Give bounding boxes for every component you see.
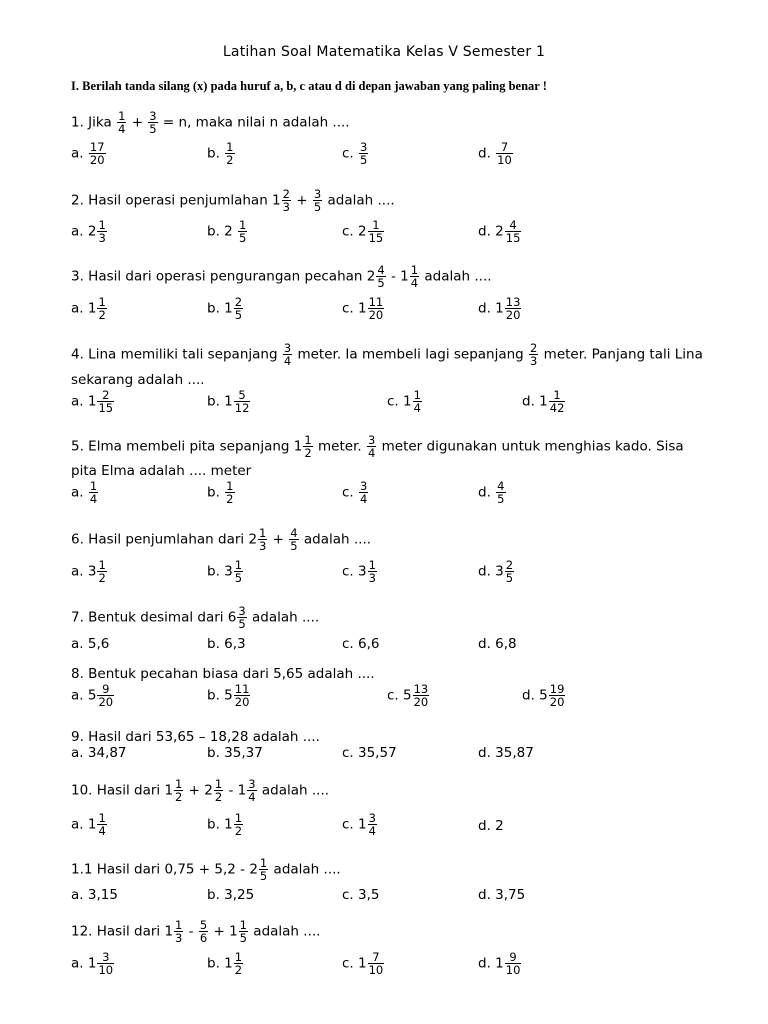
instruction: I. Berilah tanda silang (x) pada huruf a, b, c atau d di depan jawaban yang paling benar ! bbox=[71, 79, 547, 93]
question-9: 9. Hasil dari 53,65 – 18,28 adalah .... bbox=[71, 729, 320, 745]
question-8: 8. Bentuk pecahan biasa dari 5,65 adalah .... bbox=[71, 666, 375, 682]
option-c: c. 35,57 bbox=[342, 745, 397, 761]
option-c: c. 1 $\frac{3}{4}$ bbox=[342, 811, 376, 838]
option-d: d. 5 $\frac{19}{20}$ bbox=[522, 682, 565, 709]
option-c: c. $\frac{3}{4}$ bbox=[342, 479, 368, 506]
option-c: c. 3,5 bbox=[342, 887, 380, 903]
option-d: d. 1 $\frac{9}{10}$ bbox=[478, 950, 521, 977]
option-d: d. $\frac{4}{5}$ bbox=[478, 479, 505, 506]
question-12: 12. Hasil dari 1 $\frac{1}{3}$ - $\frac{5}{6}$ + 1 $\frac{1}{5}$ adalah .... bbox=[71, 918, 321, 945]
option-a: a. 5 $\frac{9}{20}$ bbox=[71, 682, 114, 709]
option-a: a. $\frac{17}{20}$ bbox=[71, 140, 105, 167]
option-a: a. $\frac{1}{4}$ bbox=[71, 479, 98, 506]
question-3: 3. Hasil dari operasi pengurangan pecahan 2 $\frac{4}{5}$ - 1 $\frac{1}{4}$ adalah .... bbox=[71, 263, 492, 290]
option-a: a. 2 $\frac{1}{3}$ bbox=[71, 218, 106, 245]
option-d: d. 6,8 bbox=[478, 636, 517, 652]
option-d: d. 3 $\frac{2}{5}$ bbox=[478, 558, 514, 585]
option-a: a. 1 $\frac{3}{10}$ bbox=[71, 950, 114, 977]
option-b: b. 1 $\frac{1}{2}$ bbox=[207, 811, 243, 838]
question-6: 6. Hasil penjumlahan dari 2 $\frac{1}{3}$ + $\frac{4}{5}$ adalah .... bbox=[71, 526, 372, 553]
fraction: $\frac{3}{5}$ bbox=[149, 109, 157, 136]
option-b: b. 6,3 bbox=[207, 636, 246, 652]
option-b: b. 3,25 bbox=[207, 887, 255, 903]
option-d: d. 35,87 bbox=[478, 745, 534, 761]
question-2: 2. Hasil operasi penjumlahan 1 $\frac{2}{3}$ + $\frac{3}{5}$ adalah .... bbox=[71, 187, 395, 214]
question-5-line2: pita Elma adalah .... meter bbox=[71, 463, 252, 479]
option-c: c. 5 $\frac{13}{20}$ bbox=[387, 682, 429, 709]
question-11: 1.1 Hasil dari 0,75 + 5,2 - 2 $\frac{1}{5}$ adalah .... bbox=[71, 856, 341, 883]
question-10: 10. Hasil dari 1 $\frac{1}{2}$ + 2 $\frac{1}{2}$ - 1 $\frac{3}{4}$ adalah .... bbox=[71, 777, 330, 804]
option-d: d. 2 bbox=[478, 818, 504, 834]
question-7: 7. Bentuk desimal dari 6 $\frac{3}{5}$ adalah .... bbox=[71, 604, 320, 631]
option-c: c. 1 $\frac{1}{4}$ bbox=[387, 388, 421, 415]
option-c: c. 1 $\frac{7}{10}$ bbox=[342, 950, 384, 977]
question-5: 5. Elma membeli pita sepanjang 1 $\frac{1}{2}$ meter. $\frac{3}{4}$ meter digunakan untuk menghias kado. Sisa bbox=[71, 433, 684, 460]
option-a: a. 1 $\frac{1}{2}$ bbox=[71, 295, 106, 322]
option-a: a. 3,15 bbox=[71, 887, 118, 903]
option-d: d. 3,75 bbox=[478, 887, 526, 903]
option-b: b. 1 $\frac{2}{5}$ bbox=[207, 295, 243, 322]
question-1: 1. Jika $\frac{1}{4}$ + $\frac{3}{5}$ = n, maka nilai n adalah .... bbox=[71, 109, 350, 136]
option-b: b. 5 $\frac{11}{20}$ bbox=[207, 682, 250, 709]
option-c: c. $\frac{3}{5}$ bbox=[342, 140, 368, 167]
option-b: b. $\frac{1}{2}$ bbox=[207, 479, 234, 506]
option-d: d. 1 $\frac{13}{20}$ bbox=[478, 295, 521, 322]
option-a: a. 1 $\frac{1}{4}$ bbox=[71, 811, 106, 838]
option-b: b. 2 $\frac{1}{5}$ bbox=[207, 218, 247, 245]
option-a: a. 34,87 bbox=[71, 745, 127, 761]
option-c: c. 2 $\frac{1}{15}$ bbox=[342, 218, 384, 245]
option-b: b. 1 $\frac{5}{12}$ bbox=[207, 388, 250, 415]
option-d: d. 2 $\frac{4}{15}$ bbox=[478, 218, 521, 245]
option-c: c. 3 $\frac{1}{3}$ bbox=[342, 558, 376, 585]
option-b: b. 35,37 bbox=[207, 745, 263, 761]
option-d: d. 1 $\frac{1}{42}$ bbox=[522, 388, 565, 415]
option-c: c. 1 $\frac{11}{20}$ bbox=[342, 295, 384, 322]
question-4: 4. Lina memiliki tali sepanjang $\frac{3}{4}$ meter. Ia membeli lagi sepanjang $\frac{2}{3}$ meter. Panjang tali Lina bbox=[71, 341, 703, 368]
option-b: b. $\frac{1}{2}$ bbox=[207, 140, 234, 167]
option-d: d. $\frac{7}{10}$ bbox=[478, 140, 512, 167]
fraction: $\frac{1}{4}$ bbox=[118, 109, 126, 136]
option-a: a. 5,6 bbox=[71, 636, 110, 652]
option-b: b. 1 $\frac{1}{2}$ bbox=[207, 950, 243, 977]
option-a: a. 3 $\frac{1}{2}$ bbox=[71, 558, 106, 585]
option-b: b. 3 $\frac{1}{5}$ bbox=[207, 558, 243, 585]
page-title: Latihan Soal Matematika Kelas V Semester 1 bbox=[222, 44, 546, 60]
option-c: c. 6,6 bbox=[342, 636, 380, 652]
question-4-line2: sekarang adalah .... bbox=[71, 372, 205, 388]
option-a: a. 1 $\frac{2}{15}$ bbox=[71, 388, 114, 415]
